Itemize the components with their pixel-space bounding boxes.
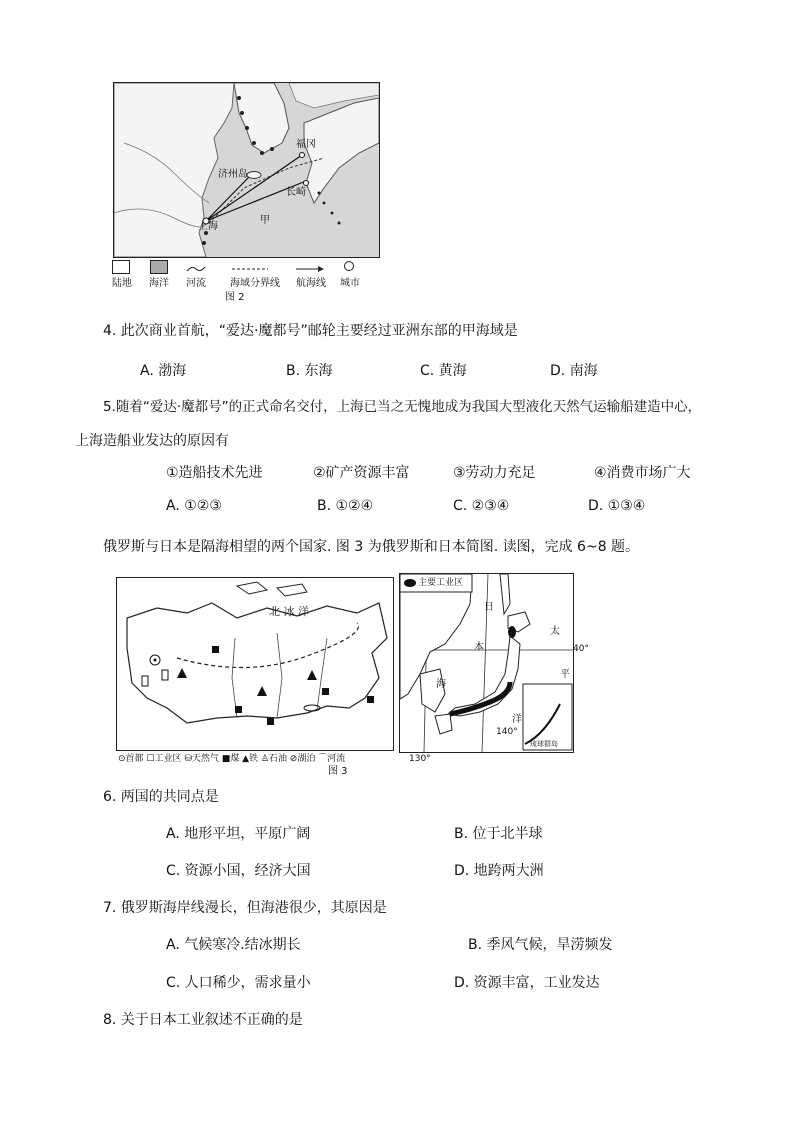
label-lon-130: 130°: [409, 754, 431, 764]
label-fukuoka: 福冈: [296, 139, 316, 150]
legend-boundary-swatch: [232, 260, 268, 272]
question-4-stem: 4. 此次商业首航，“爱达·魔都号”邮轮主要经过亚洲东部的甲海域是: [103, 323, 518, 339]
label-hai: 海: [436, 679, 446, 690]
q5-option-d[interactable]: D. ①③④: [588, 498, 646, 514]
legend-land-label: 陆地: [112, 278, 132, 289]
figure-3-russia-map: [116, 577, 394, 751]
question-7-stem: 7. 俄罗斯海岸线漫长，但海港很少，其原因是: [103, 900, 387, 916]
q5-item-4: ④消费市场广大: [594, 465, 691, 481]
q5-option-a[interactable]: A. ①②③: [166, 498, 222, 514]
legend-river-label: 河流: [186, 278, 206, 289]
q6-option-d[interactable]: D. 地跨两大洲: [454, 863, 544, 879]
q6-option-a[interactable]: A. 地形平坦，平原广阔: [166, 826, 311, 842]
figure-3-legend: ⊙首都 ☐工业区 ⛁天然气 ■煤 ▲铁 ♙石油 ⊘湖泊 ⌒河流: [118, 754, 346, 764]
label-ryukyu-inset: 琉球群岛: [530, 740, 558, 748]
q4-option-b[interactable]: B. 东海: [286, 363, 333, 379]
q4-option-d[interactable]: D. 南海: [550, 363, 598, 379]
label-shanghai: 上海: [198, 221, 218, 232]
q5-item-2: ②矿产资源丰富: [313, 465, 410, 481]
russia-drawing: [117, 578, 393, 750]
japan-legend-label: 主要工业区: [418, 578, 464, 588]
legend-city-swatch: [344, 261, 354, 271]
question-5-stem-line2: 上海造船业发达的原因有: [75, 433, 229, 449]
q4-option-a[interactable]: A. 渤海: [140, 363, 187, 379]
q7-option-a[interactable]: A. 气候寒冷.结冰期长: [166, 937, 301, 953]
q7-option-c[interactable]: C. 人口稀少，需求量小: [166, 975, 311, 991]
q5-option-c[interactable]: C. ②③④: [453, 498, 510, 514]
figure-3-caption: 图 3: [328, 766, 348, 777]
label-jia: 甲: [260, 215, 270, 226]
question-8-stem: 8. 关于日本工业叙述不正确的是: [103, 1012, 303, 1028]
figure-2-caption: 图 2: [225, 292, 245, 303]
q7-option-d[interactable]: D. 资源丰富，工业发达: [454, 975, 600, 991]
japan-drawing: [400, 574, 573, 752]
label-lon-140: 140°: [496, 727, 518, 737]
figure-2-legend: [112, 258, 382, 290]
legend-ocean-swatch: [150, 260, 168, 274]
label-ben: 本: [474, 642, 484, 653]
q5-item-1: ①造船技术先进: [166, 465, 263, 481]
legend-river-swatch: [186, 260, 206, 272]
figure-2-map: [113, 82, 380, 258]
q7-option-b[interactable]: B. 季风气候，旱涝频发: [468, 937, 613, 953]
q4-option-c[interactable]: C. 黄海: [420, 363, 467, 379]
label-ping: 平: [560, 669, 570, 680]
label-arctic-ocean: 北 冰 洋: [269, 605, 309, 618]
label-tai: 太: [550, 626, 560, 637]
label-nagasaki: 长崎: [286, 187, 306, 198]
legend-route-swatch: [296, 260, 324, 272]
question-5-stem-line1: 5.随着“爱达·魔都号”的正式命名交付，上海已当之无愧地成为我国大型液化天然气运输船建造中心，: [103, 399, 702, 415]
label-yang: 洋: [512, 714, 522, 725]
question-6-stem: 6. 两国的共同点是: [103, 789, 219, 805]
label-ri: 日: [484, 602, 494, 613]
legend-land-swatch: [112, 260, 130, 274]
q6-option-c[interactable]: C. 资源小国，经济大国: [166, 863, 311, 879]
label-lat-40: 40°: [573, 644, 589, 654]
label-jeju: 济州岛: [218, 169, 248, 180]
legend-city-label: 城市: [340, 278, 360, 289]
legend-ocean-label: 海洋: [149, 278, 169, 289]
figure-3-japan-map: [399, 573, 574, 753]
section-intro: 俄罗斯与日本是隔海相望的两个国家. 图 3 为俄罗斯和日本简图. 读图，完成 6~8 题。: [103, 539, 640, 555]
q5-option-b[interactable]: B. ①②④: [317, 498, 374, 514]
legend-route-label: 航海线: [296, 278, 326, 289]
legend-boundary-label: 海域分界线: [230, 278, 280, 289]
q5-item-3: ③劳动力充足: [453, 465, 536, 481]
q6-option-b[interactable]: B. 位于北半球: [454, 826, 543, 842]
